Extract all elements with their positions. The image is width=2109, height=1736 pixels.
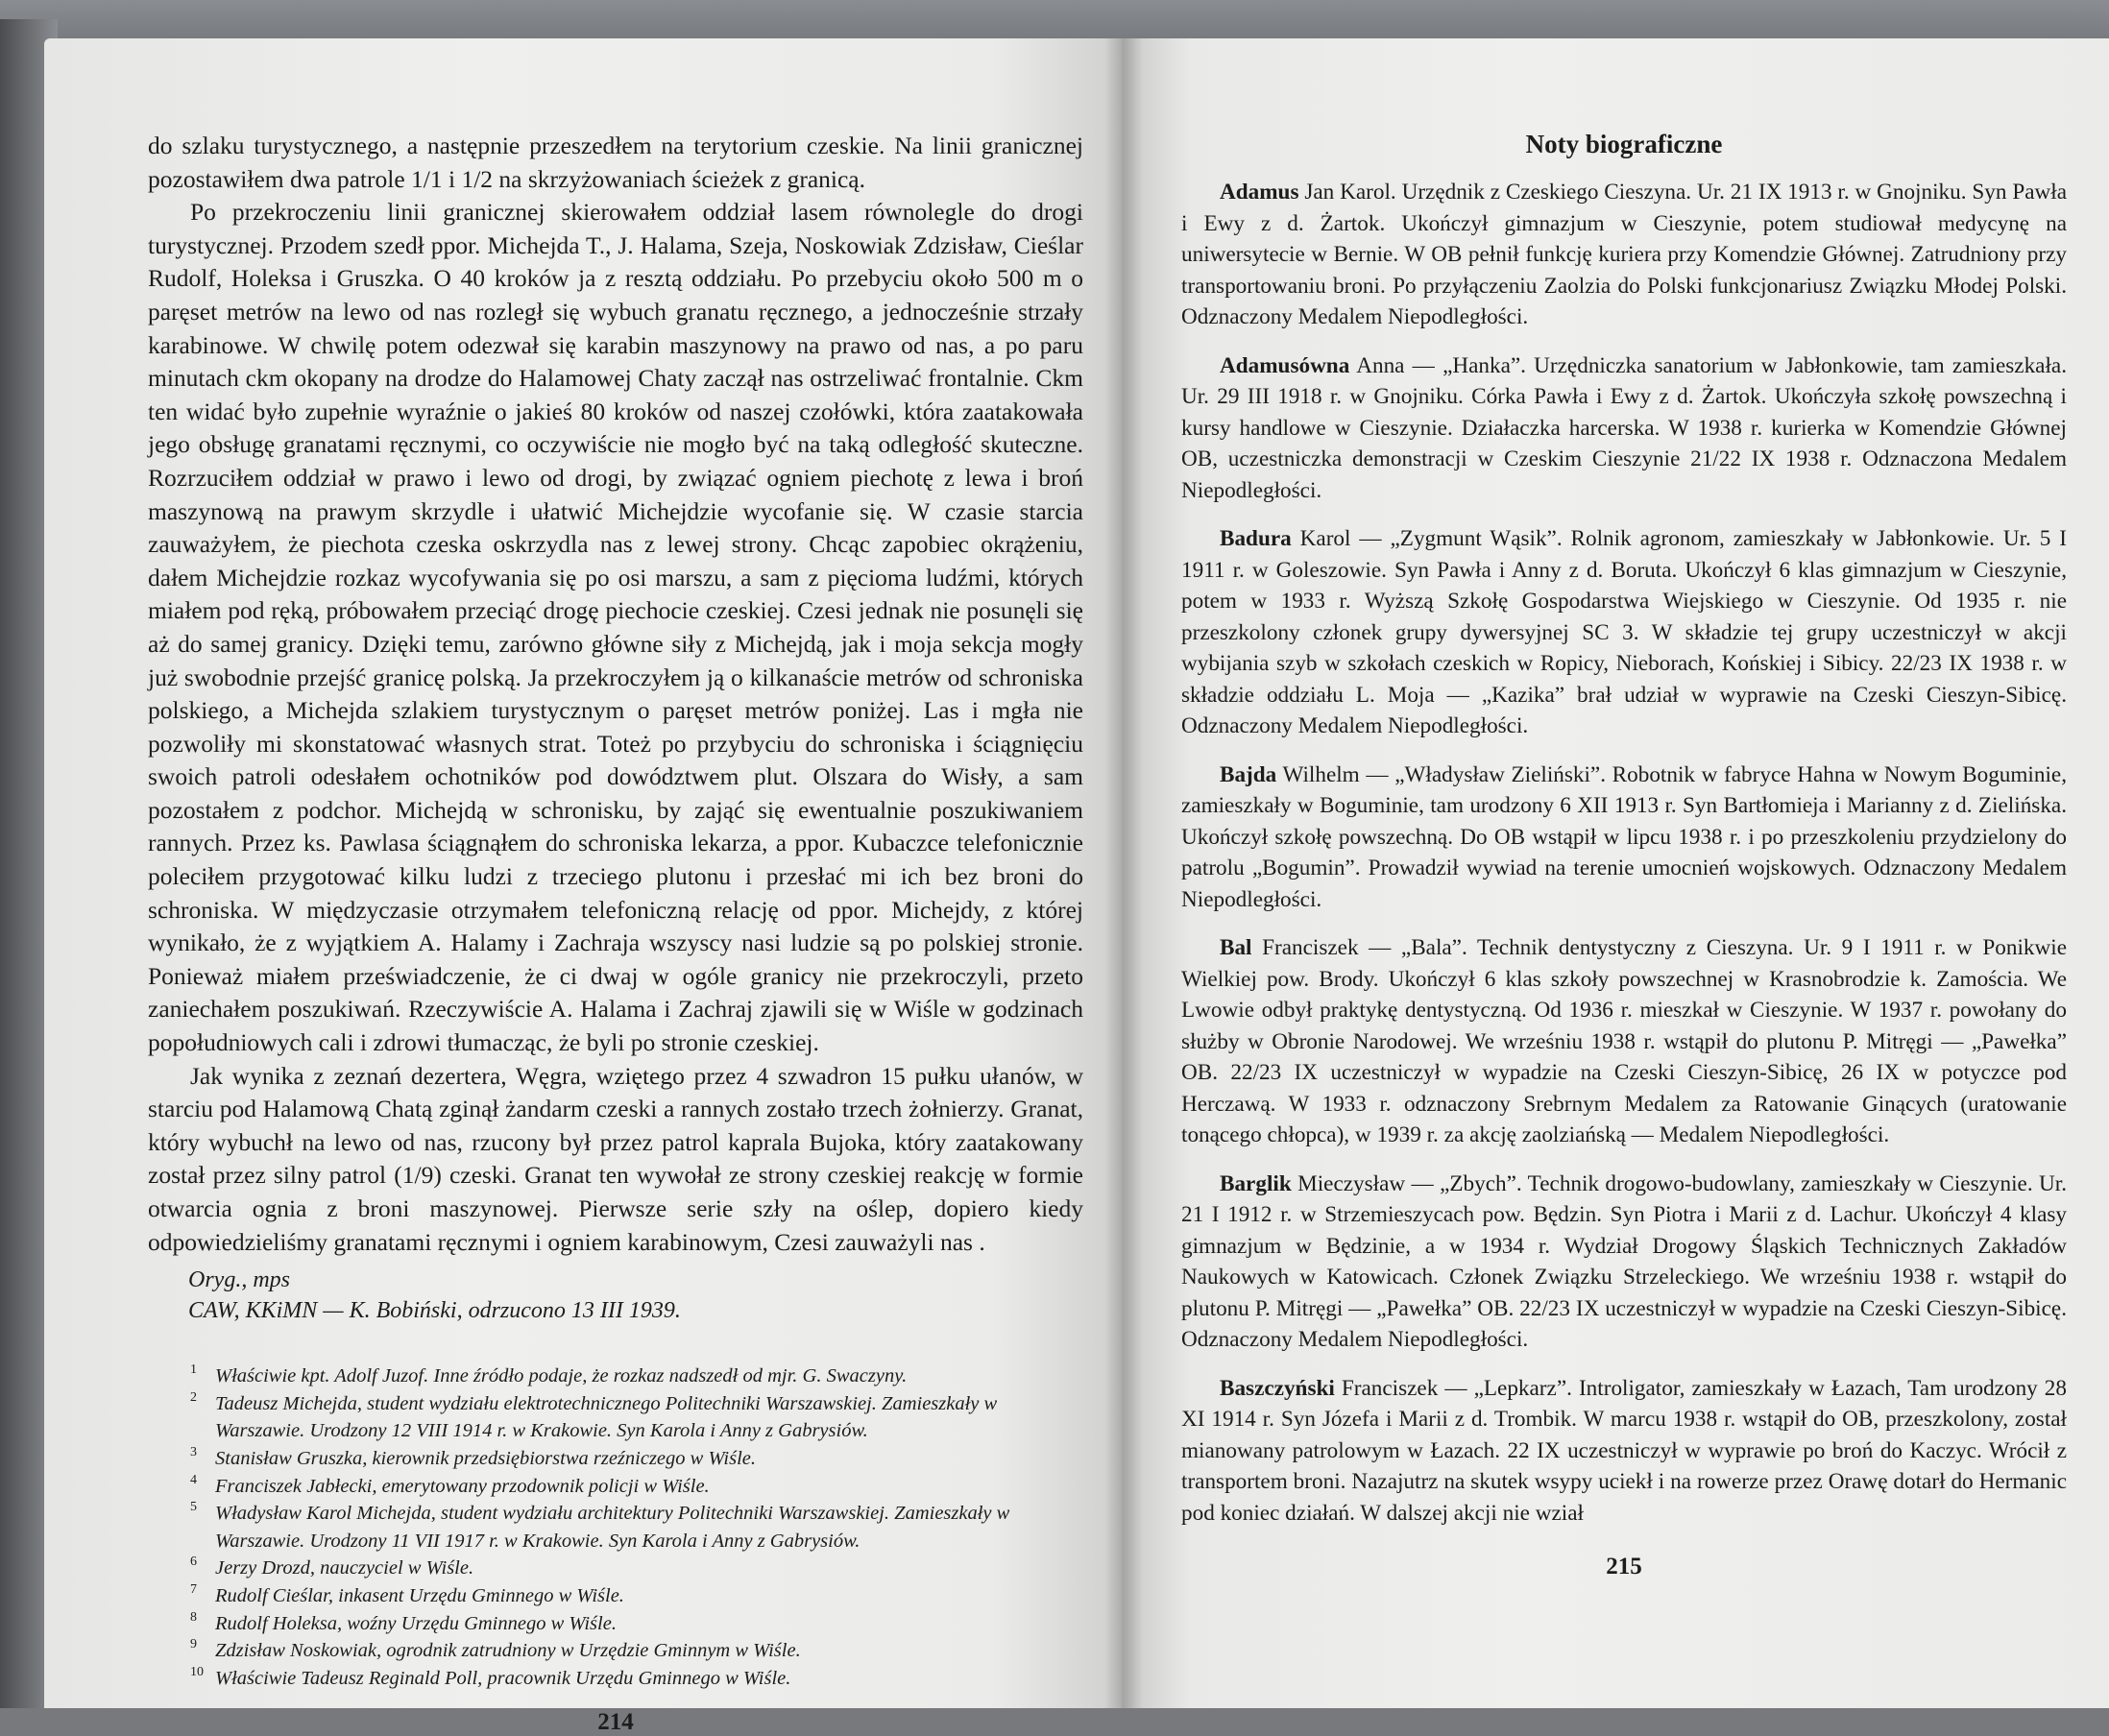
entry-surname: Baszczyński xyxy=(1220,1375,1335,1401)
biography-entry xyxy=(1181,1373,2067,1530)
entry-surname: Bal xyxy=(1220,935,1252,960)
footnote-number: 6 xyxy=(190,1555,197,1570)
footnote-number: 1 xyxy=(190,1362,197,1378)
left-page-body xyxy=(148,130,1083,1259)
footnote-text: Rudolf Cieślar, inkasent Urzędu Gminnego w Wiśle. xyxy=(215,1584,624,1606)
biography-entry xyxy=(1181,177,2067,333)
footnote-number: 5 xyxy=(190,1500,197,1515)
page-number: 214 xyxy=(597,1709,634,1736)
footnote xyxy=(148,1445,1083,1473)
footnote xyxy=(148,1610,1083,1638)
biography-entry xyxy=(1181,523,2067,742)
footnote xyxy=(148,1390,1083,1445)
footnote-number: 4 xyxy=(190,1472,197,1487)
footnote-number: 2 xyxy=(190,1389,197,1405)
entry-text: Mieczysław — „Zbych”. Technik drogowo-budowlany, zamieszkały w Cieszynie. Ur. 21 I 1912 r. w Strzemieszycach pow. Będzin. Syn Piotra i Marii z d. Lachur. Ukończył 4 klasy gimnazjum w Będzinie, a w 1934 r. Wydział Drogowy Śląskich Technicznych Zakładów Naukowych w Katowicach. Członek Związku Strzeleckiego. We wrześniu 1938 r. wstąpił do plutonu P. Mitręgi — „Pawełka” OB. 22/23 IX uczestniczył w wypadzie na Czeski Cieszyn-Sibicę. Odznaczony Medalem Niepodległości. xyxy=(1181,1170,2067,1352)
footnote-text: Tadeusz Michejda, student wydziału elektrotechnicznego Politechniki Warszawskiej. Zamieszkały w Warszawie. Urodzony 12 VIII 1914 r. w Krakowie. Syn Karola i Anny z Gabrysiów. xyxy=(215,1392,998,1442)
footnote xyxy=(148,1473,1083,1501)
footnote-text: Władysław Karol Michejda, student wydziału architektury Politechniki Warszawskiej. Zamieszkały w Warszawie. Urodzony 11 VII 1917 r. w Krakowie. Syn Karola i Anny z Gabrysiów. xyxy=(215,1503,1010,1552)
section-title: Noty biograficzne xyxy=(1525,130,1723,158)
footnote xyxy=(148,1665,1083,1693)
page-number: 215 xyxy=(1606,1554,1642,1579)
footnotes xyxy=(148,1362,1083,1692)
footnote-text: Jerzy Drozd, nauczyciel w Wiśle. xyxy=(215,1557,474,1579)
footnote-text: Właściwie kpt. Adolf Juzof. Inne źródło podaje, że rozkaz nadszedł od mjr. G. Swaczyny. xyxy=(215,1365,908,1387)
biography-entry xyxy=(1181,932,2067,1151)
entry-text: Karol — „Zygmunt Wąsik”. Rolnik agronom, zamieszkały w Jabłonkowie. Ur. 5 I 1911 r. w Goleszowie. Syn Pawła i Anny z d. Boruta. Ukończył 6 klas gimnazjum w Cieszynie, potem w 1933 r. Wyższą Szkołę Gospodarstwa Wiejskiego w Cieszynie. Od 1935 r. nie przeszkolony członek grupy dywersyjnej SC 3. W składzie tej grupy uczestniczył w akcji wybijania szyb w szkołach czeskich w Ropicy, Nieborach, Końskiej i Sibicy. 22/23 IX 1938 r. w składzie oddziału L. Moja — „Kazika” brał udział w wyprawie na Czeski Cieszyn-Sibicę. Odznaczony Medalem Niepodległości. xyxy=(1181,526,2067,738)
footnote-text: Stanisław Gruszka, kierownik przedsiębiorstwa rzeźniczego w Wiśle. xyxy=(215,1447,756,1469)
paragraph: Po przekroczeniu linii granicznej skierowałem oddział lasem równolegle do drogi turystycznej. Przodem szedł ppor. Michejda T., J. Halama, Szeja, Noskowiak Zdzisław, Cieślar Rudolf, Holeksa i Gruszka. O 40 kroków ja z resztą oddziału. Po przebyciu około 500 m o paręset metrów na lewo od nas rozległ się wybuch granatu ręcznego, a jednocześnie strzały karabinowe. W chwilę potem odezwał się karabin maszynowy na prawo od nas, a po paru minutach ckm okopany na drodze do Halamowej Chaty zaczął nas ostrzeliwać frontalnie. Ckm ten widać było zupełnie wyraźnie o jakieś 80 kroków od naszej czołówki, która zaatakowała jego obsługę granatami ręcznymi, co oczywiście nie mogło być na taką odległość skuteczne. Rozrzuciłem oddział w prawo i lewo od drogi, by związać ogniem piechotę z lewa i broń maszynową na prawym skrzydle i ułatwić Michejdzie wycofanie się. W czasie starcia zauważyłem, że piechota czeska oskrzydla nas z lewej strony. Chcąc zapobiec okrążeniu, dałem Michejdzie rozkaz wycofywania się po osi marszu, a sam z pięcioma ludźmi, których miałem pod ręką, próbowałem przeciąć drogę piechocie czeskiej. Czesi jednak nie posunęli się aż do samej granicy. Dzięki temu, zarówno główne siły z Michejdą, jak i moja sekcja mogły już swobodnie przejść granicę polską. Ja przekroczyłem ją o kilkanaście metrów od schroniska polskiego, a Michejda szlakiem turystycznym o paręset metrów poniżej. Las i mgła nie pozwoliły mi skonstatować własnych strat. Toteż po przybyciu do schroniska i ściągnięciu swoich patroli odesłałem ochotników pod dowództwem plut. Olszara do Wisły, a sam pozostałem z podchor. Michejdą w schronisku, by zająć się ewentualnie poszukiwaniem rannych. Przez ks. Pawlasa ściągnąłem do schroniska lekarza, a ppor. Kubaczce telefonicznie poleciłem przygotować kilku ludzi z trzeciego plutonu i przesłać mi ich bez broni do schroniska. W międzyczasie otrzymałem telefoniczną relację od ppor. Michejdy, z której wynikało, że z wyjątkiem A. Halamy i Zachraja wszyscy nasi ludzie są po polskiej stronie. Ponieważ miałem przeświadczenie, że ci dwaj w ogóle granicy nie przekroczyli, przeto zaniechałem poszukiwań. Rzeczywiście A. Halama i Zachraj zjawili się w Wiśle w godzinach popołudniowych cali i zdrowi tłumacząc, że byli po stronie czeskiej. xyxy=(148,198,1083,1057)
entry-text: Wilhelm — „Władysław Zieliński”. Robotnik w fabryce Hahna w Nowym Boguminie, zamieszkały w Boguminie, tam urodzony 6 XII 1913 r. Syn Bartłomieja i Marianny z d. Zielińska. Ukończył szkołę powszechną. Do OB wstąpił w lipcu 1938 r. i po przeszkoleniu przydzielony do patrolu „Bogumin”. Prowadził wywiad na terenie umocnień wojskowych. Odznaczony Medalem Niepodległości. xyxy=(1181,761,2067,912)
entry-text: Franciszek — „Lepkarz”. Introligator, zamieszkały w Łazach, Tam urodzony 28 XI 1914 r. Syn Józefa i Marii z d. Trombik. W marcu 1938 r. wstąpił do OB, przeszkolony, został mianowany patrolowym w Łazach. 22 IX uczestniczył w wyprawie po broń do Kaczyc. Wrócił z transportem broni. Nazajutrz na skutek wsypy uciekł i na rowerze przez Orawę dotarł do Hermanic pod koniec działań. W dalszej akcji nie wział xyxy=(1181,1375,2067,1526)
source-note xyxy=(148,1265,1083,1326)
right-page xyxy=(1122,38,2109,1708)
entry-text: Jan Karol. Urzędnik z Czeskiego Cieszyna. Ur. 21 IX 1913 r. w Gnojniku. Syn Pawła i Ewy z d. Żartok. Ukończył gimnazjum w Cieszynie, potem studiował medycynę na uniwersytecie w Bernie. W OB pełnił funkcję kuriera przy Komendzie Głównej. Zatrudniony przy transportowaniu broni. Po przyłączeniu Zaolzia do Polski funkcjonariusz Związku Młodej Polski. Odznaczony Medalem Niepodległości. xyxy=(1181,180,2067,329)
biography-entry xyxy=(1181,1169,2067,1356)
footnote-number: 8 xyxy=(190,1609,197,1625)
footnote-number: 9 xyxy=(190,1637,197,1652)
paragraph: do szlaku turystycznego, a następnie przeszedłem na terytorium czeskie. Na linii granicznej pozostawiłem dwa patrole 1/1 i 1/2 na skrzyżowaniach ścieżek z granicą. xyxy=(148,132,1083,193)
entry-text: Anna — „Hanka”. Urzędniczka sanatorium w Jabłonkowie, tam zamieszkała. Ur. 29 III 1918 r. w Gnojniku. Córka Pawła i Ewy z d. Żartok. Ukończyła szkołę powszechną i kursy handlowe w Cieszynie. Działaczka harcerska. W 1938 r. kurierka w Komendzie Głównej OB, uczestniczka demonstracji w Czeskim Cieszynie 21/22 IX 1938 r. Odznaczona Medalem Niepodległości. xyxy=(1181,352,2067,503)
left-page xyxy=(44,38,1122,1736)
source-line: CAW, KKiMN — K. Bobiński, odrzucono 13 III 1939. xyxy=(188,1298,681,1324)
entry-text: Franciszek — „Bala”. Technik dentystyczny z Cieszyna. Ur. 9 I 1911 r. w Ponikwie Wielkiej pow. Brody. Ukończył 6 klas szkoły powszechnej w Krasnobrodzie k. Zamościa. We Lwowie odbył praktykę dentystyczną. Od 1936 r. mieszkał w Cieszynie. W 1937 r. powołany do służby w Obronie Narodowej. We wrześniu 1938 r. wstąpił do plutonu P. Mitręgi — „Pawełka” OB. 22/23 IX uczestniczył w wypadzie na Czeski Cieszyn-Sibicę, 26 IX w potyczce pod Herczawą. W 1933 r. odznaczony Srebrnym Medalem za Ratowanie Ginących (uratowanie tonącego chłopca), w 1939 r. za akcję zaolziańską — Medalem Niepodległości. xyxy=(1181,935,2067,1147)
entry-surname: Barglik xyxy=(1220,1170,1292,1196)
footnote-text: Franciszek Jabłecki, emerytowany przodownik policji w Wiśle. xyxy=(215,1475,710,1497)
footnote xyxy=(148,1582,1083,1610)
footnote-text: Zdzisław Noskowiak, ogrodnik zatrudniony w Urzędzie Gminnym w Wiśle. xyxy=(215,1640,801,1662)
biography-entry xyxy=(1181,350,2067,507)
footnote-number: 3 xyxy=(190,1444,197,1459)
footnote-text: Właściwie Tadeusz Reginald Poll, pracownik Urzędu Gminnego w Wiśle. xyxy=(215,1667,791,1689)
entry-surname: Adamusówna xyxy=(1220,352,1350,378)
source-line: Oryg., mps xyxy=(188,1267,290,1293)
entry-surname: Adamus xyxy=(1220,180,1299,205)
entry-surname: Badura xyxy=(1220,526,1292,551)
footnote xyxy=(148,1637,1083,1665)
footnote-text: Rudolf Holeksa, woźny Urzędu Gminnego w Wiśle. xyxy=(215,1612,617,1634)
footnote xyxy=(148,1362,1083,1390)
footnote xyxy=(148,1500,1083,1555)
paragraph: Jak wynika z zeznań dezertera, Węgra, wziętego przez 4 szwadron 15 pułku ułanów, w starciu pod Halamową Chatą zginął żandarm czeski a rannych zostało trzech żołnierzy. Granat, który wybuchł na lewo od nas, rzucony był przez patrol kaprala Bujoka, który zaatakowany został przez silny patrol (1/9) czeski. Granat ten wywołał ze strony czeskiej reakcję w formie otwarcia ognia z broni maszynowej. Pierwsze serie szły na oślep, dopiero kiedy odpowiedzieliśmy granatami ręcznymi i ogniem karabinowym, Czesi zauważyli nas . xyxy=(148,1061,1083,1256)
entry-surname: Bajda xyxy=(1220,761,1277,787)
footnote-number: 10 xyxy=(190,1664,204,1679)
biography-entry xyxy=(1181,760,2067,916)
footnote-number: 7 xyxy=(190,1581,197,1597)
footnote xyxy=(148,1555,1083,1582)
book-gutter-shadow xyxy=(1104,38,1143,1708)
